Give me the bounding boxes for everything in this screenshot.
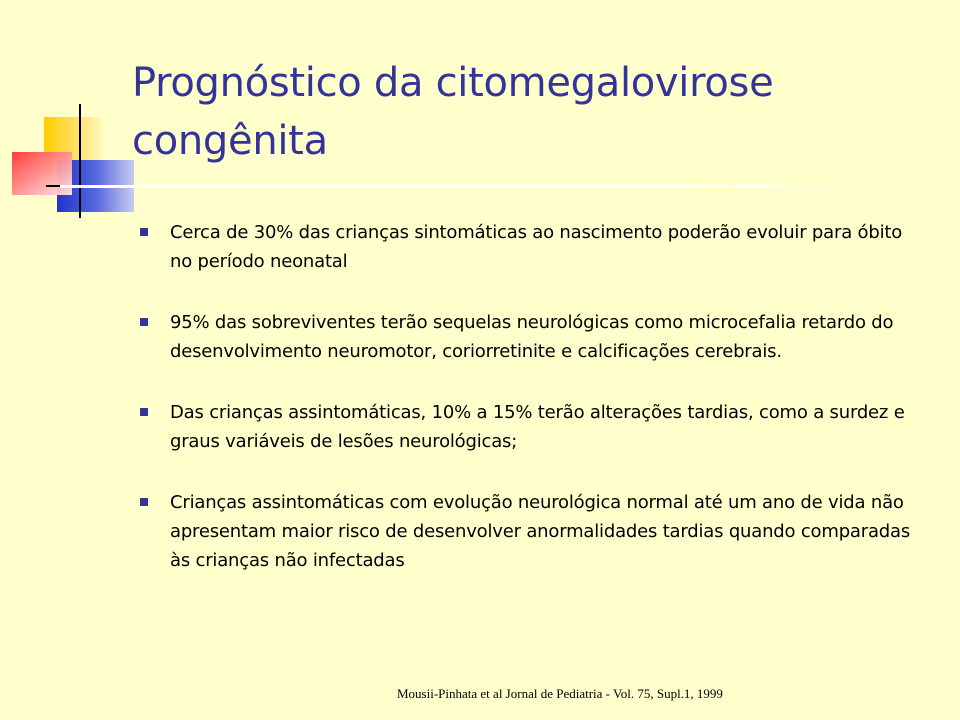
bullet-item	[136, 218, 926, 276]
slide-title: Prognóstico da citomegalovirose congênita	[132, 60, 774, 164]
bullet-text: Das crianças assintomáticas, 10% a 15% terão alterações tardias, como a surdez e graus variáveis de lesões neurológicas;	[170, 402, 905, 452]
bullet-square-icon	[140, 498, 148, 506]
bullet-square-icon	[140, 408, 148, 416]
bullet-text: Cerca de 30% das crianças sintomáticas ao nascimento poderão evoluir para óbito no período neonatal	[170, 222, 903, 272]
bullet-square-icon	[140, 318, 148, 326]
bullet-list	[136, 218, 926, 575]
bullet-text: Crianças assintomáticas com evolução neurológica normal até um ano de vida não apresentam maior risco de desenvolver anormalidades tardias quando comparadas às crianças não infectadas	[170, 492, 911, 571]
citation-footer: Mousii-Pinhata et al Jornal de Pediatria - Vol. 75, Supl.1, 1999	[397, 686, 723, 701]
bullet-item	[136, 488, 926, 575]
bullet-text: 95% das sobreviventes terão sequelas neurológicas como microcefalia retardo do desenvolvimento neuromotor, coriorretinite e calcificações cerebrais.	[170, 312, 894, 362]
bullet-item	[136, 398, 926, 456]
red-square	[12, 152, 72, 195]
decorative-squares-graphic	[0, 0, 150, 230]
title-underline	[60, 185, 912, 188]
bullet-item	[136, 308, 926, 366]
bullet-square-icon	[140, 228, 148, 236]
